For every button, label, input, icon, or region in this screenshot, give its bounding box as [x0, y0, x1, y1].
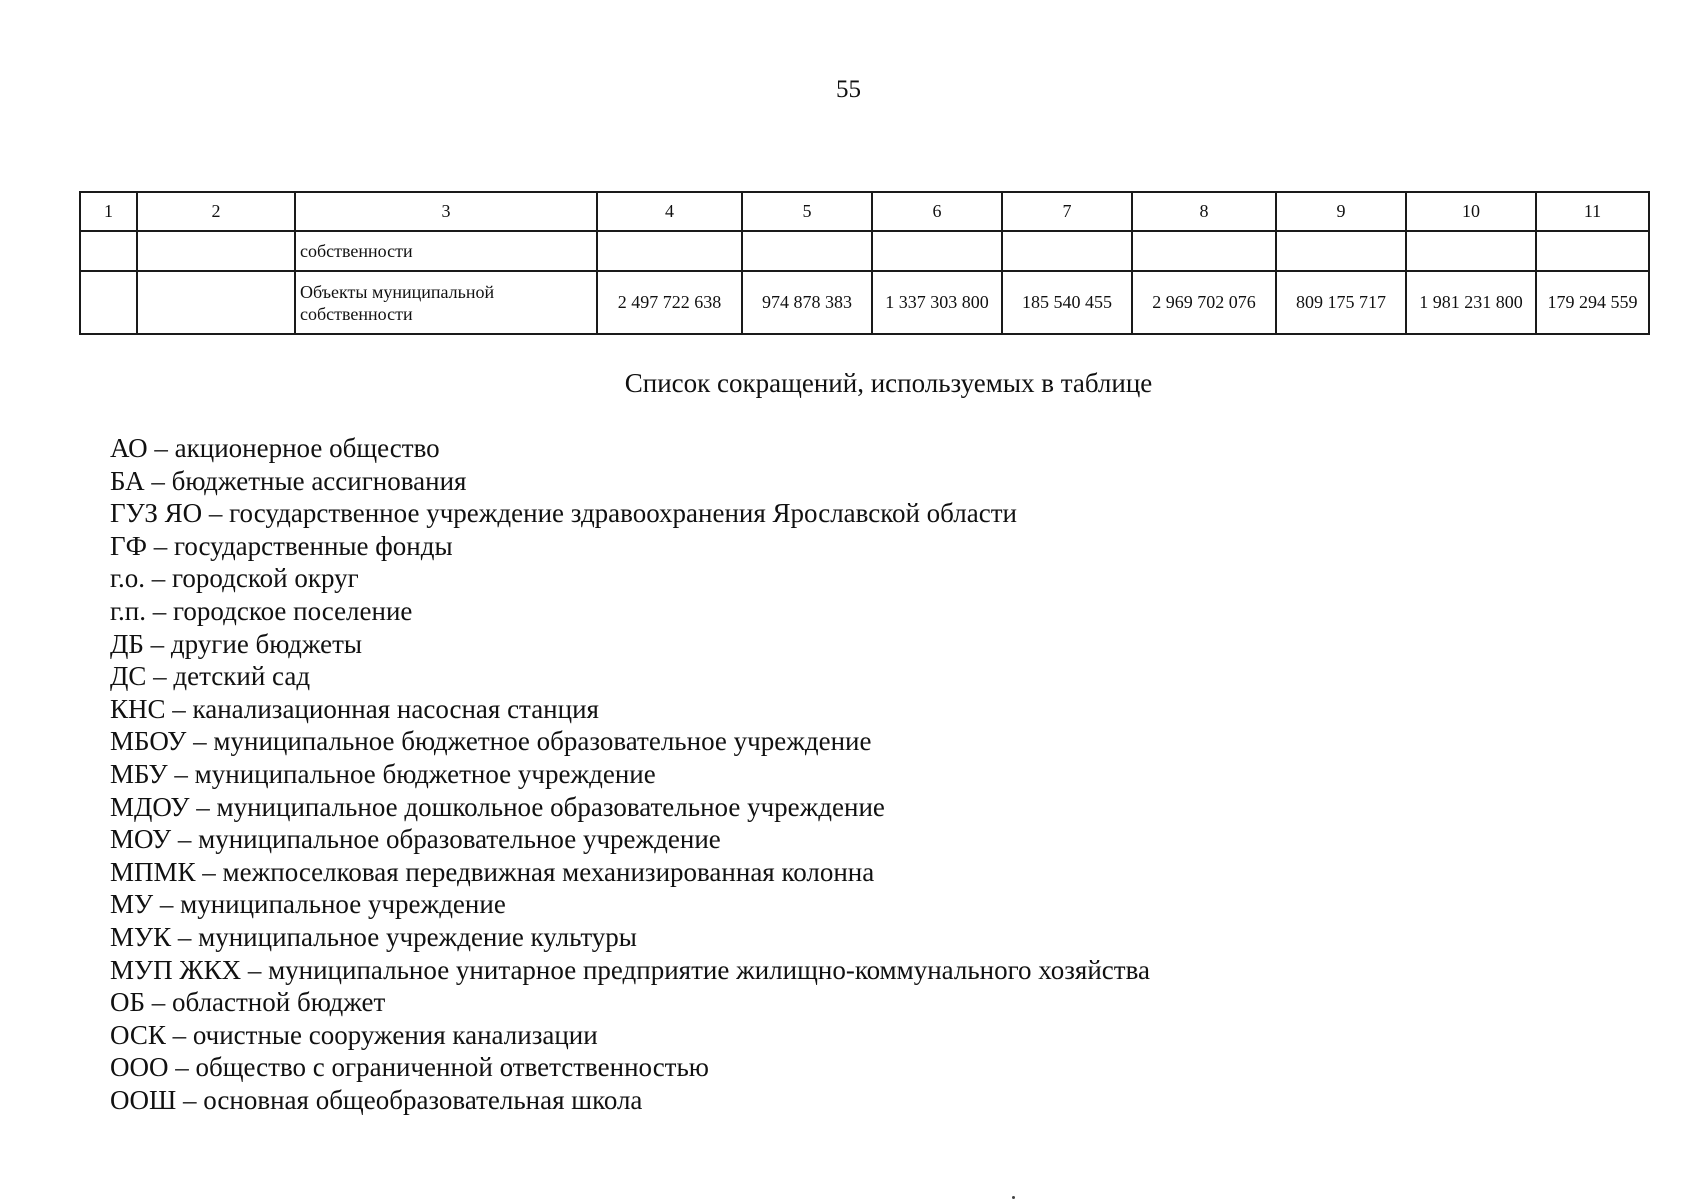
column-header: 3 [295, 192, 597, 231]
abbreviation-item: ООО – общество с ограниченной ответственностью [110, 1052, 709, 1083]
column-header: 2 [137, 192, 295, 231]
table-cell [742, 231, 872, 271]
table-header-row [80, 192, 1649, 231]
abbreviation-item: МБУ – муниципальное бюджетное учреждение [110, 758, 656, 789]
table-cell [80, 231, 137, 271]
column-header: 4 [597, 192, 742, 231]
scan-speck [1012, 1196, 1015, 1199]
table-cell-value: 185 540 455 [1002, 271, 1132, 334]
table-cell [80, 271, 137, 334]
abbreviation-item: ГФ – государственные фонды [110, 530, 453, 561]
table-cell [137, 231, 295, 271]
table-cell-description: Объекты муниципальной собственности [295, 271, 597, 334]
table-cell-value: 2 969 702 076 [1132, 271, 1276, 334]
table-row [80, 271, 1649, 334]
column-header: 11 [1536, 192, 1649, 231]
table-cell-description: собственности [295, 231, 597, 271]
abbreviation-item: ОБ – областной бюджет [110, 987, 386, 1018]
column-header: 7 [1002, 192, 1132, 231]
abbreviation-item: г.п. – городское поселение [110, 595, 413, 626]
data-table [79, 191, 1650, 335]
table-cell [1132, 231, 1276, 271]
column-header: 10 [1406, 192, 1536, 231]
abbreviations-list [110, 432, 1150, 1116]
abbreviation-item: ГУЗ ЯО – государственное учреждение здравоохранения Ярославской области [110, 498, 1017, 529]
table-cell-value: 2 497 722 638 [597, 271, 742, 334]
table-cell [1002, 231, 1132, 271]
abbreviation-item: г.о. – городской округ [110, 563, 359, 594]
table-body [80, 192, 1649, 334]
abbreviation-item: МУП ЖКХ – муниципальное унитарное предприятие жилищно-коммунального хозяйства [110, 954, 1150, 985]
abbreviation-item: ОСК – очистные сооружения канализации [110, 1019, 598, 1050]
column-header: 5 [742, 192, 872, 231]
abbreviation-item: ДБ – другие бюджеты [110, 628, 363, 659]
table-cell [872, 231, 1002, 271]
table-cell-value: 1 337 303 800 [872, 271, 1002, 334]
page-number: 55 [836, 76, 861, 103]
abbreviation-item: ДС – детский сад [110, 661, 311, 692]
table-cell [137, 271, 295, 334]
abbreviation-item: МПМК – межпоселковая передвижная механизированная колонна [110, 856, 875, 887]
abbreviation-item: МУК – муниципальное учреждение культуры [110, 921, 637, 952]
table-cell-value: 1 981 231 800 [1406, 271, 1536, 334]
table-cell-value: 809 175 717 [1276, 271, 1406, 334]
abbreviations-title: Список сокращений, используемых в таблице [624, 368, 1153, 398]
column-header: 9 [1276, 192, 1406, 231]
abbreviation-item: АО – акционерное общество [110, 433, 440, 463]
abbreviation-item: БА – бюджетные ассигнования [110, 465, 467, 496]
abbreviation-item: МБОУ – муниципальное бюджетное образовательное учреждение [110, 726, 872, 757]
table-cell-value: 179 294 559 [1536, 271, 1649, 334]
table-cell [1406, 231, 1536, 271]
abbreviation-item: МОУ – муниципальное образовательное учреждение [110, 824, 721, 855]
abbreviation-item: МДОУ – муниципальное дошкольное образовательное учреждение [110, 791, 885, 822]
table-cell [1536, 231, 1649, 271]
table-cell-value: 974 878 383 [742, 271, 872, 334]
abbreviation-item: МУ – муниципальное учреждение [110, 889, 506, 920]
table-row [80, 231, 1649, 271]
table-cell [597, 231, 742, 271]
column-header: 8 [1132, 192, 1276, 231]
table-cell [1276, 231, 1406, 271]
abbreviation-item: ООШ – основная общеобразовательная школа [110, 1084, 643, 1115]
column-header: 1 [80, 192, 137, 231]
column-header: 6 [872, 192, 1002, 231]
abbreviation-item: КНС – канализационная насосная станция [110, 693, 599, 724]
